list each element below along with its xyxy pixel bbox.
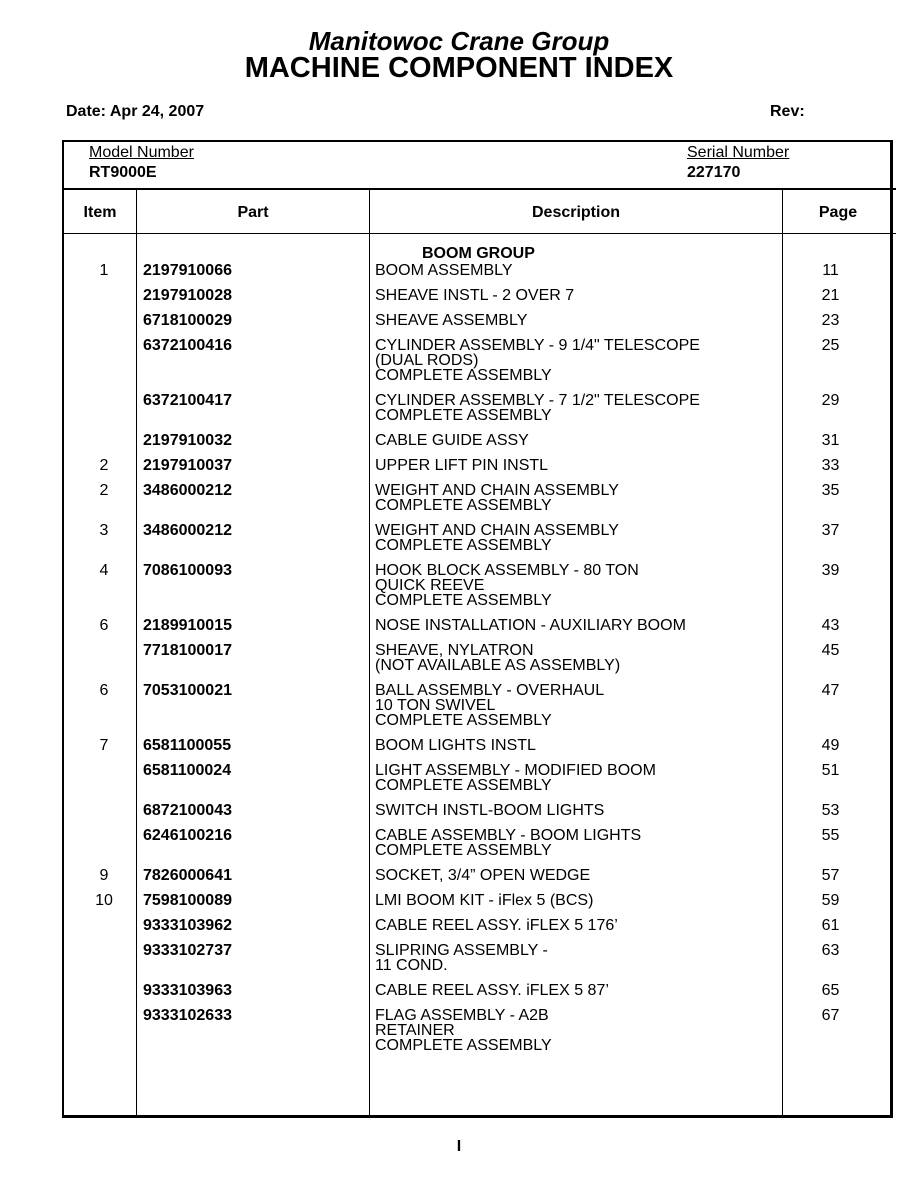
page-reference: 37 bbox=[821, 522, 840, 539]
model-number-value: RT9000E bbox=[89, 164, 157, 181]
part-description bbox=[375, 1008, 775, 1053]
description-line: SLIPRING ASSEMBLY - bbox=[375, 942, 548, 959]
part-description bbox=[375, 618, 775, 633]
part-description bbox=[375, 563, 775, 608]
description-line: COMPLETE ASSEMBLY bbox=[375, 777, 552, 794]
description-line: (DUAL RODS) bbox=[375, 352, 479, 369]
description-line: COMPLETE ASSEMBLY bbox=[375, 537, 552, 554]
description-line: COMPLETE ASSEMBLY bbox=[375, 592, 552, 609]
page-reference: 11 bbox=[822, 262, 839, 279]
part-description bbox=[375, 393, 775, 423]
page-reference: 57 bbox=[821, 867, 840, 884]
description-line: BOOM ASSEMBLY bbox=[375, 262, 513, 279]
part-number: 7718100017 bbox=[143, 642, 232, 659]
page-reference: 47 bbox=[821, 682, 840, 699]
column-header-divider bbox=[62, 233, 896, 234]
part-number: 6372100416 bbox=[143, 337, 232, 354]
page-reference: 55 bbox=[821, 827, 840, 844]
part-number: 6581100024 bbox=[143, 762, 232, 779]
page-number: I bbox=[456, 1138, 462, 1155]
part-description bbox=[375, 868, 775, 883]
description-line: SHEAVE INSTL - 2 OVER 7 bbox=[375, 287, 575, 304]
description-line: BALL ASSEMBLY - OVERHAUL bbox=[375, 682, 605, 699]
part-number: 7598100089 bbox=[143, 892, 232, 909]
column-header-description: Description bbox=[531, 204, 620, 221]
page-reference: 45 bbox=[821, 642, 840, 659]
revision-label: Rev: bbox=[770, 103, 805, 120]
description-line: COMPLETE ASSEMBLY bbox=[375, 712, 552, 729]
serial-number-value: 227170 bbox=[687, 164, 741, 181]
column-divider bbox=[369, 189, 370, 1118]
description-line: QUICK REEVE bbox=[375, 577, 485, 594]
page-reference: 33 bbox=[821, 457, 840, 474]
description-line: CABLE GUIDE ASSY bbox=[375, 432, 529, 449]
page-reference: 51 bbox=[821, 762, 840, 779]
part-number: 2197910028 bbox=[143, 287, 232, 304]
part-description bbox=[375, 288, 775, 303]
part-description bbox=[375, 338, 775, 383]
item-number: 2 bbox=[99, 457, 109, 474]
document-title: MACHINE COMPONENT INDEX bbox=[244, 52, 674, 84]
document-date: Date: Apr 24, 2007 bbox=[66, 103, 205, 120]
description-line: CYLINDER ASSEMBLY - 7 1/2" TELESCOPE bbox=[375, 392, 700, 409]
description-line: 10 TON SWIVEL bbox=[375, 697, 496, 714]
part-description bbox=[375, 483, 775, 513]
part-description bbox=[375, 643, 775, 673]
description-line: FLAG ASSEMBLY - A2B bbox=[375, 1007, 549, 1024]
model-number-label: Model Number bbox=[89, 144, 194, 161]
description-line: COMPLETE ASSEMBLY bbox=[375, 842, 552, 859]
item-number: 6 bbox=[99, 617, 109, 634]
column-header-page: Page bbox=[818, 204, 858, 221]
part-description bbox=[375, 738, 775, 753]
group-title: BOOM GROUP bbox=[422, 245, 535, 262]
description-line: CABLE REEL ASSY. iFLEX 5 176’ bbox=[375, 917, 618, 934]
item-number: 9 bbox=[99, 867, 109, 884]
part-number: 3486000212 bbox=[143, 482, 232, 499]
column-header-part: Part bbox=[237, 204, 269, 221]
description-line: SHEAVE ASSEMBLY bbox=[375, 312, 528, 329]
item-number: 1 bbox=[99, 262, 109, 279]
description-line: COMPLETE ASSEMBLY bbox=[375, 1037, 552, 1054]
description-line: SHEAVE, NYLATRON bbox=[375, 642, 534, 659]
part-number: 9333102737 bbox=[143, 942, 232, 959]
part-description bbox=[375, 763, 775, 793]
description-line: RETAINER bbox=[375, 1022, 455, 1039]
part-number: 2189910015 bbox=[143, 617, 232, 634]
description-line: LMI BOOM KIT - iFlex 5 (BCS) bbox=[375, 892, 594, 909]
page-reference: 63 bbox=[821, 942, 840, 959]
description-line: COMPLETE ASSEMBLY bbox=[375, 407, 552, 424]
page-reference: 61 bbox=[821, 917, 840, 934]
item-number: 2 bbox=[99, 482, 109, 499]
page-reference: 65 bbox=[821, 982, 840, 999]
page-reference: 43 bbox=[821, 617, 840, 634]
part-number: 6372100417 bbox=[143, 392, 232, 409]
description-line: UPPER LIFT PIN INSTL bbox=[375, 457, 549, 474]
serial-number-label: Serial Number bbox=[687, 144, 790, 161]
part-description bbox=[375, 458, 775, 473]
description-line: SWITCH INSTL-BOOM LIGHTS bbox=[375, 802, 605, 819]
page-reference: 39 bbox=[821, 562, 840, 579]
part-number: 6872100043 bbox=[143, 802, 232, 819]
item-number: 6 bbox=[99, 682, 109, 699]
description-line: WEIGHT AND CHAIN ASSEMBLY bbox=[375, 522, 619, 539]
item-number: 7 bbox=[99, 737, 109, 754]
part-description bbox=[375, 263, 775, 278]
description-line: CYLINDER ASSEMBLY - 9 1/4" TELESCOPE bbox=[375, 337, 700, 354]
description-line: HOOK BLOCK ASSEMBLY - 80 TON bbox=[375, 562, 639, 579]
company-name: Manitowoc Crane Group bbox=[308, 26, 610, 56]
part-description bbox=[375, 893, 775, 908]
description-line: BOOM LIGHTS INSTL bbox=[375, 737, 536, 754]
description-line: LIGHT ASSEMBLY - MODIFIED BOOM bbox=[375, 762, 656, 779]
part-description bbox=[375, 683, 775, 728]
page-reference: 53 bbox=[821, 802, 840, 819]
part-description bbox=[375, 943, 775, 973]
part-number: 3486000212 bbox=[143, 522, 232, 539]
description-line: SOCKET, 3/4” OPEN WEDGE bbox=[375, 867, 591, 884]
part-number: 7826000641 bbox=[143, 867, 232, 884]
part-description bbox=[375, 983, 775, 998]
part-description bbox=[375, 828, 775, 858]
description-line: (NOT AVAILABLE AS ASSEMBLY) bbox=[375, 657, 621, 674]
description-line: COMPLETE ASSEMBLY bbox=[375, 497, 552, 514]
page-reference: 29 bbox=[821, 392, 840, 409]
page-reference: 31 bbox=[821, 432, 840, 449]
description-line: 11 COND. bbox=[375, 957, 448, 974]
part-number: 2197910032 bbox=[143, 432, 232, 449]
part-number: 2197910066 bbox=[143, 262, 232, 279]
page-reference: 49 bbox=[821, 737, 840, 754]
part-number: 6246100216 bbox=[143, 827, 232, 844]
part-number: 9333103962 bbox=[143, 917, 232, 934]
page-reference: 59 bbox=[821, 892, 840, 909]
page-reference: 25 bbox=[821, 337, 840, 354]
page-reference: 23 bbox=[821, 312, 840, 329]
item-number: 3 bbox=[99, 522, 109, 539]
part-number: 7086100093 bbox=[143, 562, 232, 579]
part-number: 2197910037 bbox=[143, 457, 232, 474]
part-description bbox=[375, 313, 775, 328]
description-line: CABLE REEL ASSY. iFLEX 5 87’ bbox=[375, 982, 609, 999]
column-divider bbox=[136, 189, 137, 1118]
part-number: 9333103963 bbox=[143, 982, 232, 999]
header-divider bbox=[62, 188, 896, 190]
part-description bbox=[375, 433, 775, 448]
description-line: CABLE ASSEMBLY - BOOM LIGHTS bbox=[375, 827, 642, 844]
part-number: 9333102633 bbox=[143, 1007, 232, 1024]
page-reference: 67 bbox=[821, 1007, 840, 1024]
description-line: NOSE INSTALLATION - AUXILIARY BOOM bbox=[375, 617, 686, 634]
description-line: COMPLETE ASSEMBLY bbox=[375, 367, 552, 384]
item-number: 10 bbox=[95, 892, 113, 909]
description-line: WEIGHT AND CHAIN ASSEMBLY bbox=[375, 482, 619, 499]
page-reference: 21 bbox=[821, 287, 840, 304]
column-header-item: Item bbox=[83, 204, 117, 221]
part-description bbox=[375, 523, 775, 553]
part-number: 6581100055 bbox=[143, 737, 232, 754]
page-reference: 35 bbox=[821, 482, 840, 499]
item-number: 4 bbox=[99, 562, 109, 579]
part-description bbox=[375, 803, 775, 818]
part-number: 7053100021 bbox=[143, 682, 232, 699]
part-number: 6718100029 bbox=[143, 312, 232, 329]
part-description bbox=[375, 918, 775, 933]
